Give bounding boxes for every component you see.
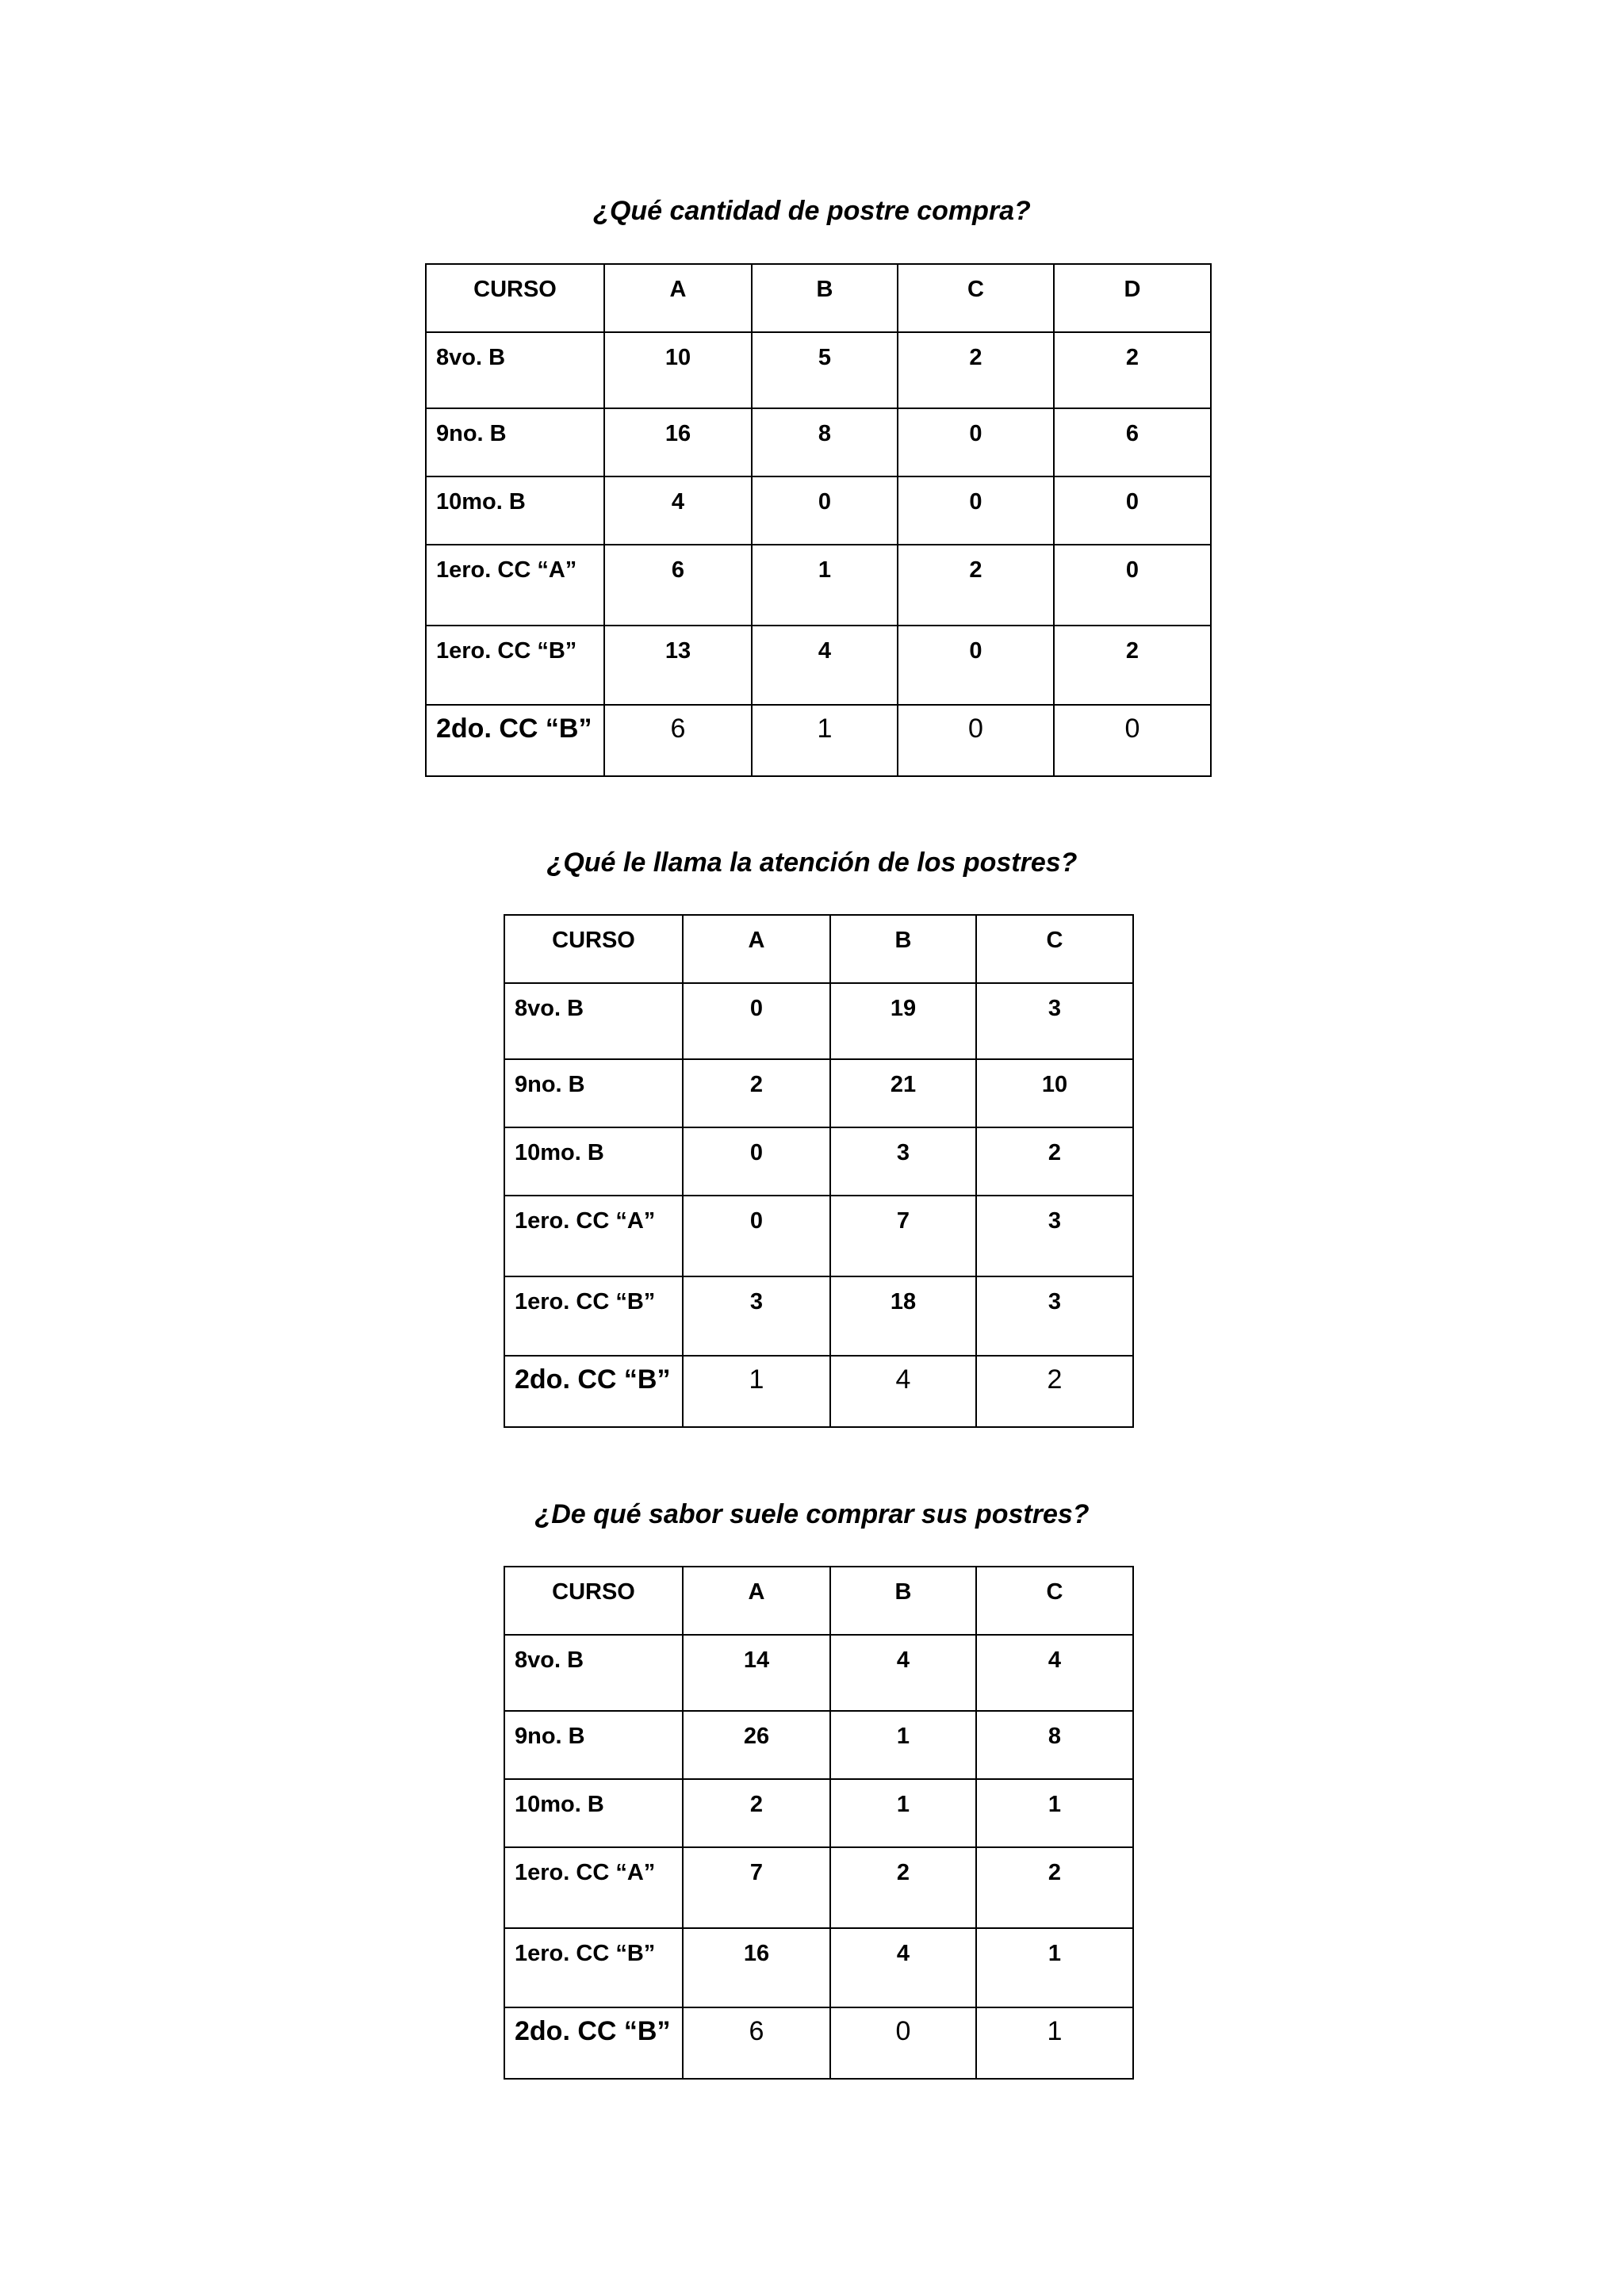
table-cell: 8: [752, 408, 898, 476]
table-cell: 10: [976, 1059, 1133, 1127]
table-cell: 2: [830, 1847, 976, 1928]
row-label: 10mo. B: [426, 476, 604, 545]
table-row: [426, 408, 1211, 476]
table-cell: 1: [683, 1356, 830, 1427]
table-cell: 0: [898, 408, 1054, 476]
table-cell: 19: [830, 983, 976, 1059]
table-cell: 0: [752, 476, 898, 545]
table-cell: 14: [683, 1635, 830, 1711]
table-cell: 4: [830, 1356, 976, 1427]
table-cell: 6: [604, 705, 752, 776]
row-label: 1ero. CC “A”: [504, 1847, 683, 1928]
row-label: 1ero. CC “A”: [426, 545, 604, 626]
table-cell: 0: [683, 983, 830, 1059]
table-row: [504, 1928, 1133, 2007]
table-cell: 2: [1054, 332, 1211, 408]
header-cell: D: [1054, 264, 1211, 332]
header-cell: CURSO: [504, 1567, 683, 1635]
table-row: [426, 626, 1211, 705]
table-cell: 16: [683, 1928, 830, 2007]
table-cell: 0: [830, 2007, 976, 2079]
table-cell: 1: [976, 1779, 1133, 1847]
table-cell: 4: [830, 1635, 976, 1711]
header-cell: C: [976, 1567, 1133, 1635]
table-cell: 2: [976, 1847, 1133, 1928]
row-label: 1ero. CC “B”: [426, 626, 604, 705]
header-cell: A: [604, 264, 752, 332]
header-cell: C: [976, 915, 1133, 983]
table-row: [504, 1059, 1133, 1127]
header-cell: C: [898, 264, 1054, 332]
table-cell: 10: [604, 332, 752, 408]
table-cell: 0: [898, 476, 1054, 545]
table-cell: 2: [683, 1779, 830, 1847]
table-row: [504, 1779, 1133, 1847]
table-cell: 21: [830, 1059, 976, 1127]
table-cell: 6: [1054, 408, 1211, 476]
row-label: 2do. CC “B”: [426, 705, 604, 776]
table-cell: 0: [898, 626, 1054, 705]
table-cell: 2: [976, 1127, 1133, 1196]
table-cell: 3: [683, 1276, 830, 1356]
table-2: [504, 914, 1134, 1428]
table-cell: 4: [830, 1928, 976, 2007]
table-cell: 0: [1054, 705, 1211, 776]
table-cell: 1: [752, 545, 898, 626]
table-row: [504, 2007, 1133, 2079]
row-label: 8vo. B: [426, 332, 604, 408]
table-cell: 0: [683, 1127, 830, 1196]
row-label: 2do. CC “B”: [504, 2007, 683, 2079]
table-cell: 4: [752, 626, 898, 705]
table-row: [426, 705, 1211, 776]
header-cell: CURSO: [504, 915, 683, 983]
table-row: [504, 1635, 1133, 1711]
table-cell: 7: [683, 1847, 830, 1928]
table-cell: 8: [976, 1711, 1133, 1779]
table-cell: 3: [976, 1196, 1133, 1276]
table-cell: 2: [976, 1356, 1133, 1427]
table-cell: 5: [752, 332, 898, 408]
table-cell: 4: [604, 476, 752, 545]
row-label: 9no. B: [504, 1711, 683, 1779]
row-label: 8vo. B: [504, 983, 683, 1059]
table-cell: 1: [752, 705, 898, 776]
table-2-title: ¿Qué le llama la atención de los postres?: [546, 848, 1078, 878]
table-row: [504, 1276, 1133, 1356]
table-row: [426, 545, 1211, 626]
table-row: [504, 1711, 1133, 1779]
table-cell: 1: [976, 1928, 1133, 2007]
table-cell: 2: [898, 545, 1054, 626]
table-cell: 0: [1054, 545, 1211, 626]
row-label: 1ero. CC “B”: [504, 1928, 683, 2007]
table-row: [504, 1127, 1133, 1196]
table-3: [504, 1566, 1134, 2080]
table-cell: 1: [830, 1779, 976, 1847]
table-row: [504, 1847, 1133, 1928]
header-cell: A: [683, 1567, 830, 1635]
table-cell: 0: [1054, 476, 1211, 545]
table-row: [426, 332, 1211, 408]
table-1-title: ¿Qué cantidad de postre compra?: [593, 196, 1031, 226]
table-cell: 6: [604, 545, 752, 626]
table-cell: 0: [683, 1196, 830, 1276]
table-cell: 18: [830, 1276, 976, 1356]
table-3-title: ¿De qué sabor suele comprar sus postres?: [534, 1499, 1090, 1529]
table-row: [504, 1356, 1133, 1427]
row-label: 9no. B: [504, 1059, 683, 1127]
table-cell: 2: [683, 1059, 830, 1127]
table-cell: 3: [976, 983, 1133, 1059]
row-label: 10mo. B: [504, 1127, 683, 1196]
table-cell: 3: [830, 1127, 976, 1196]
table-cell: 4: [976, 1635, 1133, 1711]
table-header-row: [426, 264, 1211, 332]
table-cell: 7: [830, 1196, 976, 1276]
table-row: [504, 983, 1133, 1059]
table-cell: 1: [976, 2007, 1133, 2079]
table-row: [426, 476, 1211, 545]
table-row: [504, 1196, 1133, 1276]
table-cell: 6: [683, 2007, 830, 2079]
table-cell: 2: [898, 332, 1054, 408]
table-cell: 1: [830, 1711, 976, 1779]
header-cell: B: [752, 264, 898, 332]
table-header-row: [504, 915, 1133, 983]
header-cell: B: [830, 915, 976, 983]
header-cell: A: [683, 915, 830, 983]
table-1: [425, 263, 1212, 777]
table-header-row: [504, 1567, 1133, 1635]
header-cell: CURSO: [426, 264, 604, 332]
table-cell: 13: [604, 626, 752, 705]
row-label: 9no. B: [426, 408, 604, 476]
table-cell: 0: [898, 705, 1054, 776]
row-label: 8vo. B: [504, 1635, 683, 1711]
table-cell: 16: [604, 408, 752, 476]
table-cell: 2: [1054, 626, 1211, 705]
row-label: 2do. CC “B”: [504, 1356, 683, 1427]
row-label: 10mo. B: [504, 1779, 683, 1847]
table-cell: 26: [683, 1711, 830, 1779]
row-label: 1ero. CC “A”: [504, 1196, 683, 1276]
row-label: 1ero. CC “B”: [504, 1276, 683, 1356]
header-cell: B: [830, 1567, 976, 1635]
table-cell: 3: [976, 1276, 1133, 1356]
